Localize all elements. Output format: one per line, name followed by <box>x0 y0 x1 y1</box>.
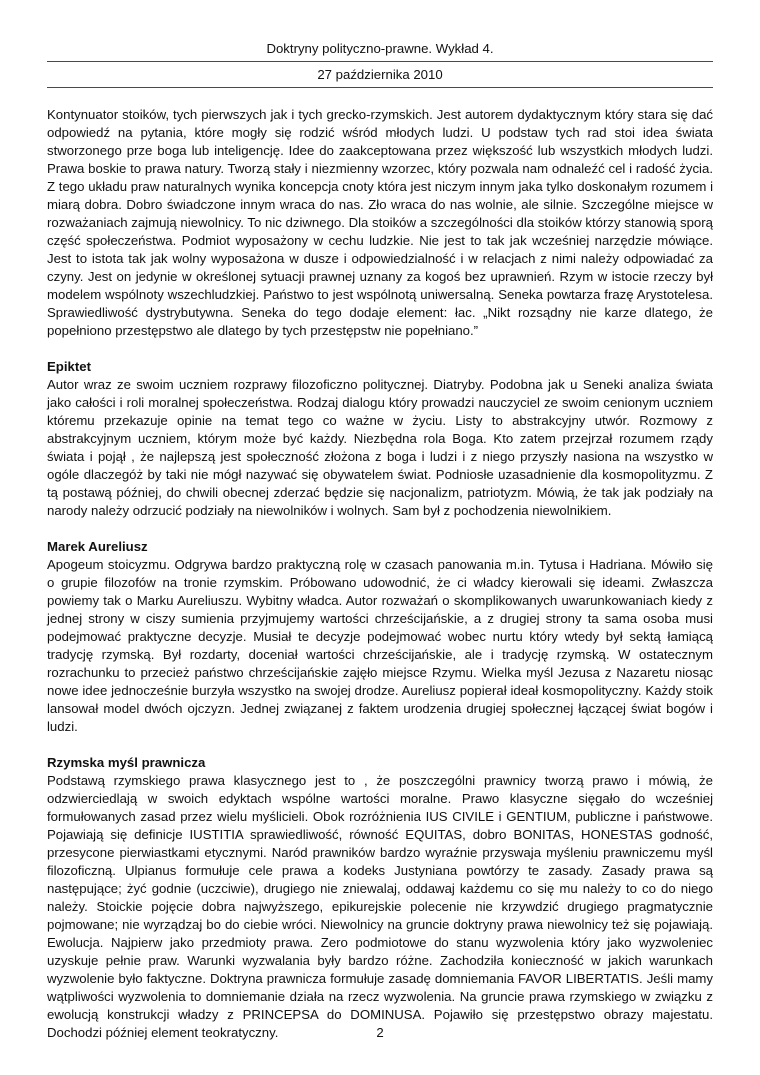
heading-marek-aureliusz: Marek Aureliusz <box>47 539 148 554</box>
paragraph-stoics-continuation: Kontynuator stoików, tych pierwszych jak i tych grecko-rzymskich. Jest autorem dydaktycznym który stara się dać odpowiedź na pytania, które mogły się rodzić wśród młodych ludzi. U podstaw tych rad stoi idea świata stworzonego prze boga lub inteligencję. Idee do zaakceptowana przez większość lub wszystkich młodych ludzi. Prawa boskie to prawa natury. Tworzą stały i niezmienny wzorzec, który pozwala nam odnaleźć cel i radość życia. Z tego układu praw naturalnych wynika koncepcja cnoty która jest niczym innym jaka tylko doskonałym rozumem i miarą dobra. Dobro świadczone innym wraca do nas. Zło wraca do nas wolnie, ale silnie. Szczególne miejsce w rozważaniach zajmują niewolnicy. To nic dziwnego. Dla stoików a szczególności dla stoików którzy stanowią sporą część społeczeństwa. Podmiot wyposażony w cechu ludzkie. Nie jest to tak jak wcześniej narzędzie mówiące. Jest to istota tak jak wolny wyposażona w dusze i odpowiedzialność i w relacjach z nimi należy odpowiadać za czyny. Jest on jedynie w określonej sytuacji prawnej uznany za kogoś bez uprawnień. Rzym w istocie rzeczy był modelem wspólnoty wszechludzkiej. Państwo to jest wspólnotą uniwersalną. Seneka powtarza frazę Arystotelesa. Sprawiedliwość dystrybutywna. Seneka do tego dodaje element: łac. „Nikt rozsądny nie karze dlatego, że popełniono przestępstwo ale dlatego by tych przestępstw nie popełniano.” <box>47 107 713 338</box>
header-title: Doktryny polityczno-prawne. Wykład 4. <box>47 40 713 62</box>
paragraph-epiktet: Autor wraz ze swoim uczniem rozprawy filozoficzno politycznej. Diatryby. Podobna jak u Seneki analiza świata jako całości i roli moralnej społeczeństwa. Rodzaj dialogu który prowadzi nauczyciel ze swoim cenionym uczniem któremu przekazuje opinie na temat tego co ważne w życiu. Listy to abstrakcyjny utwór. Rozmowy z abstrakcyjnym uczniem, którym może być każdy. Niezbędna rola Boga. Kto zatem przejrzał rozumem rządy świata i pojął , że najlepszą jest społeczność złożona z boga i ludzi i z niego przyszły nasiona na wszystko w ogóle dlaczegóż by taki nie mógł nazywać się obywatelem świat. Podniosłe uzasadnienie dla kosmopolityzmu. Z tą postawą później, do chwili obecnej zderzać będzie się nacjonalizm, patriotyzm. Mówią, że tak jak podziały na narody należy odrzucić podziały na niewolników i wolnych. Sam był z pochodzenia niewolnikiem. <box>47 377 713 518</box>
heading-epiktet: Epiktet <box>47 359 91 374</box>
document-header <box>47 40 713 88</box>
paragraph-rzymska-mysl-prawnicza: Podstawą rzymskiego prawa klasycznego jest to , że poszczególni prawnicy tworzą prawo i mówią, że odzwierciedlają w swoich edyktach wspólne wartości moralne. Prawo klasyczne sięgało do wcześniej formułowanych zasad przez wielu myślicieli. Obok rozróżnienia IUS CIVILE i GENTIUM, publiczne i państwowe. Pojawiają się definicje IUSTITIA sprawiedliwość, równość EQUITAS, dobro BONITAS, HONESTAS godność, przesycone pierwiastkami etycznymi. Naród prawników bardzo wyraźnie przyswaja myśleniu prawniczemu myśl filozoficzną. Ulpianus formułuje cele prawa a kodeks Justyniana powtórzy te zasady. Zasady prawa są następujące; żyć godnie (uczciwie), drugiego nie zniewalaj, oddawaj każdemu co się mu należy to co do niego należy. Stoickie pojęcie dobra najwyższego, epikurejskie polecenie nie krzywdzić drugiego pragmatycznie pojmowane; nie wyrządzaj bo do ciebie wróci. Niewolnicy na gruncie doktryny prawa niewolnicy też się pojawiają. Ewolucja. Najpierw jako przedmioty prawa. Zero podmiotowe do stanu wyzwolenia który jako wyzwoleniec uzyskuje pełnie praw. Warunki wyzwalania były bardzo różne. Zachodziła konieczność w jakich warunkach wyzwolenie było faktyczne. Doktryna prawnicza formułuje zasadę domniemania FAVOR LIBERTATIS. Jeśli mamy wątpliwości wyzwolenia to domniemanie działa na rzecz wyzwolenia. Na gruncie prawa rzymskiego w związku z ewolucją konstrukcji władzy z PRINCEPSA do DOMINUSA. Pojawiło się przestępstwo obrazy majestatu. Dochodzi później element teokratyczny. <box>47 773 713 1040</box>
heading-rzymska-mysl-prawnicza: Rzymska myśl prawnicza <box>47 755 206 770</box>
header-date: 27 października 2010 <box>47 66 713 88</box>
document-body <box>47 106 713 1042</box>
paragraph-marek-aureliusz: Apogeum stoicyzmu. Odgrywa bardzo praktyczną rolę w czasach panowania m.in. Tytusa i Hadriana. Mówiło się o grupie filozofów na tronie rzymskim. Próbowano udowodnić, że ci władcy kierowali się ideami. Zwłaszcza powiemy tak o Marku Aureliuszu. Wybitny władca. Autor rozważań o skomplikowanych uwarunkowaniach kiedy z jednej strony w ciszy sumienia przyjmujemy wartości chrześcijańskie, a z drugiej strony ta sama osoba musi podejmować praktyczne decyzje. Musiał te decyzje podejmować wobec nurtu który wtedy był sektą łamiącą tradycję rzymską. Był rozdarty, doceniał wartości chrześcijańskie, ale i tradycję rzymską. W ostatecznym rozrachunku to przecież państwo chrześcijańskie zajęło miejsce Rzymu. Wielka myśl Jezusa z Nazaretu niosąc nowe idee jednocześnie burzyła wszystko na swojej drodze. Aureliusz popierał ideał kosmopolityczny. Każdy stoik lansował model dwóch ojczyzn. Jednej związanej z faktem urodzenia drugiej społecznej łączącej świat bogów i ludzi. <box>47 557 713 734</box>
page-number: 2 <box>376 1025 384 1040</box>
